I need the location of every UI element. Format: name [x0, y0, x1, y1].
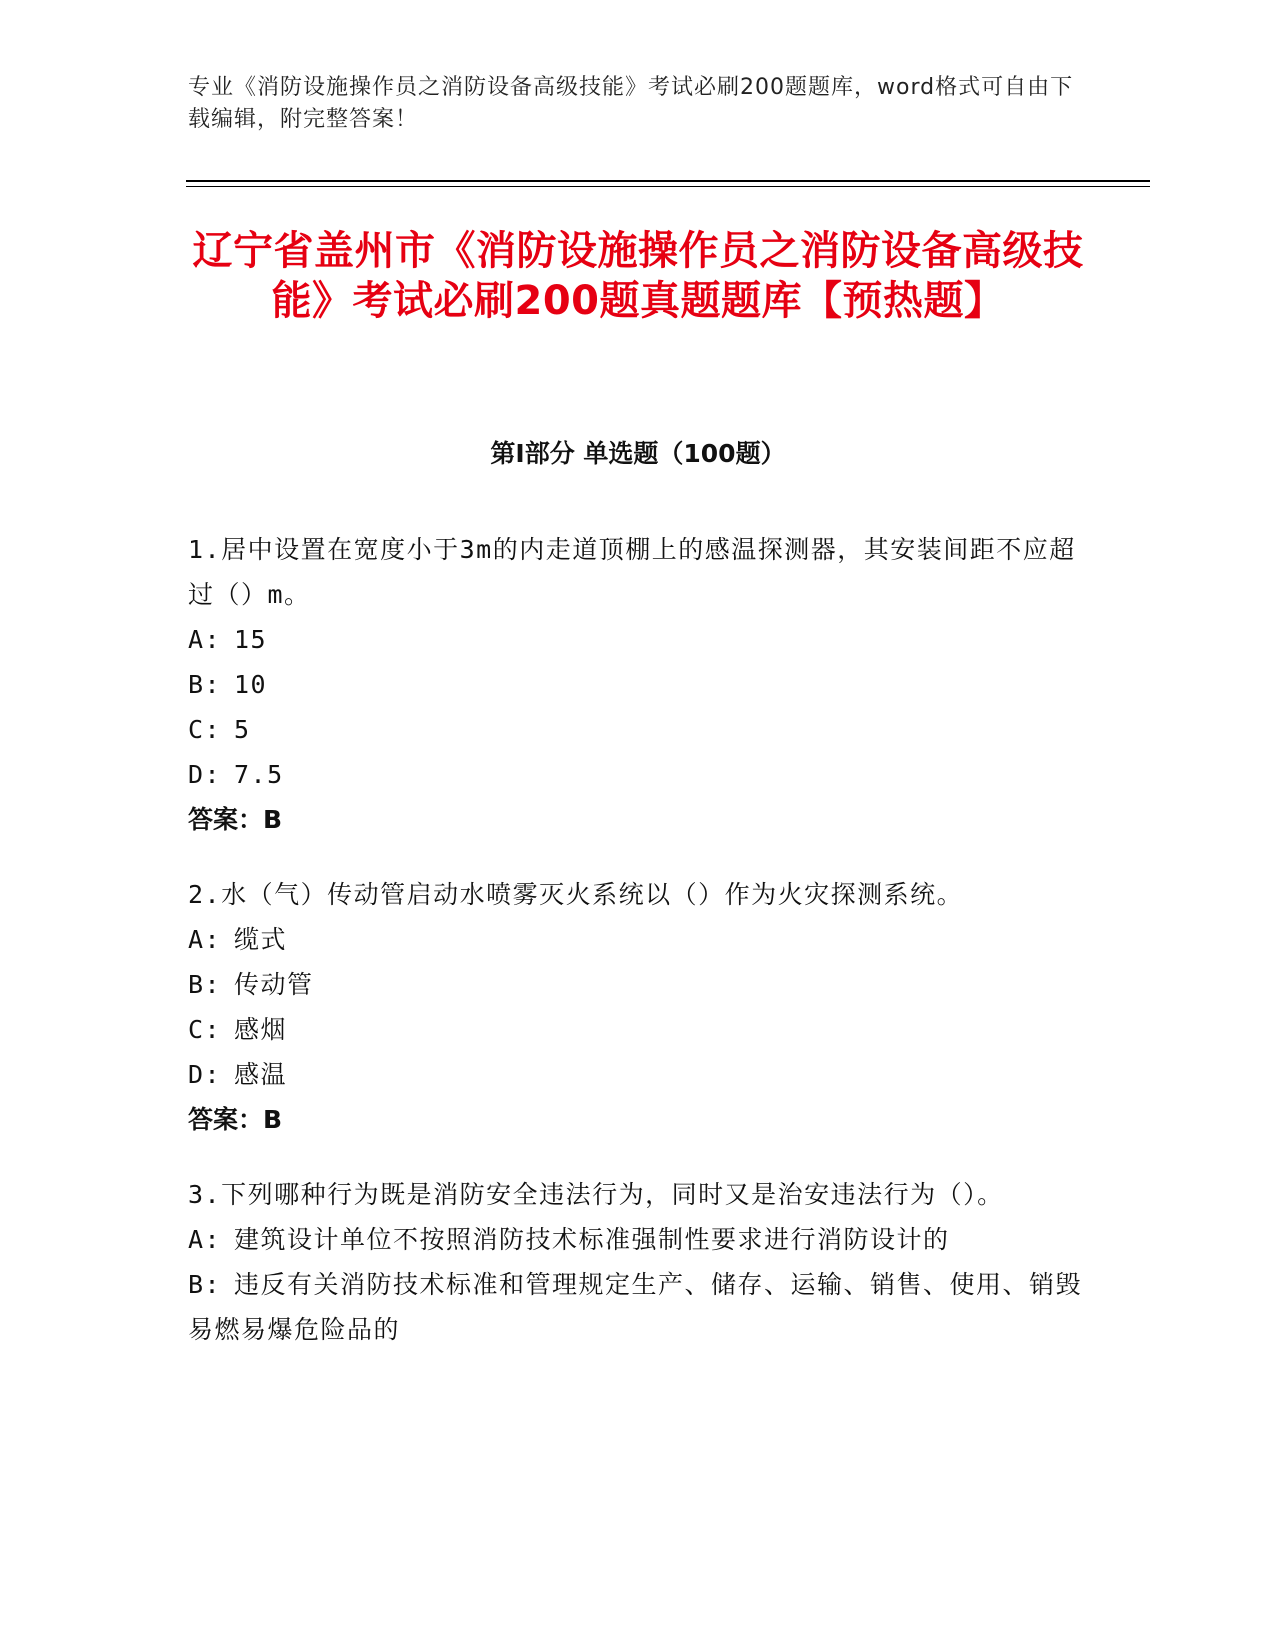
- section-title: 第Ⅰ部分 单选题（100题）: [490, 439, 786, 468]
- option-b: [188, 962, 1088, 1007]
- option-a: [188, 1217, 1088, 1262]
- option-a: [188, 917, 1088, 962]
- header-note: 专业《消防设施操作员之消防设备高级技能》考试必刷200题题库，word格式可自由下载编辑，附完整答案！: [188, 75, 1074, 132]
- option-key: A:: [188, 625, 222, 654]
- option-a: [188, 617, 1088, 662]
- option-key: A:: [188, 925, 222, 954]
- option-text: 缆式: [234, 925, 288, 954]
- option-key: C:: [188, 715, 222, 744]
- option-text: 传动管: [234, 970, 314, 999]
- option-b: [188, 1262, 1088, 1352]
- header-rule-thick: [186, 180, 1150, 182]
- question-2: [188, 872, 1088, 1142]
- option-text: 违反有关消防技术标准和管理规定生产、储存、运输、销售、使用、销毁易燃易爆危险品的: [188, 1270, 1083, 1344]
- answer-label: 答案：B: [188, 805, 283, 834]
- option-text: 感温: [234, 1060, 288, 1089]
- question-list: [188, 527, 1088, 1382]
- question-stem: 1.居中设置在宽度小于3m的内走道顶棚上的感温探测器，其安装间距不应超过（）m。: [188, 535, 1076, 609]
- option-d: [188, 1052, 1088, 1097]
- option-text: 感烟: [234, 1015, 288, 1044]
- header-rule-thin: [186, 186, 1150, 187]
- option-key: B:: [188, 970, 222, 999]
- option-key: C:: [188, 1015, 222, 1044]
- option-key: B:: [188, 1270, 222, 1299]
- option-text: 建筑设计单位不按照消防技术标准强制性要求进行消防设计的: [234, 1225, 950, 1254]
- option-key: B:: [188, 670, 222, 699]
- question-1: [188, 527, 1088, 842]
- option-key: A:: [188, 1225, 222, 1254]
- option-text: 10: [234, 670, 268, 699]
- question-stem: 3.下列哪种行为既是消防安全违法行为，同时又是治安违法行为（）。: [188, 1180, 1004, 1209]
- option-key: D:: [188, 760, 222, 789]
- option-c: [188, 707, 1088, 752]
- document-title: 辽宁省盖州市《消防设施操作员之消防设备高级技能》考试必刷200题真题题库【预热题】: [192, 228, 1084, 324]
- option-d: [188, 752, 1088, 797]
- option-text: 5: [234, 715, 251, 744]
- option-text: 15: [234, 625, 268, 654]
- question-stem: 2.水（气）传动管启动水喷雾灭火系统以（）作为火灾探测系统。: [188, 880, 964, 909]
- option-text: 7.5: [234, 760, 284, 789]
- option-c: [188, 1007, 1088, 1052]
- question-3: [188, 1172, 1088, 1352]
- option-key: D:: [188, 1060, 222, 1089]
- answer-label: 答案：B: [188, 1105, 283, 1134]
- option-b: [188, 662, 1088, 707]
